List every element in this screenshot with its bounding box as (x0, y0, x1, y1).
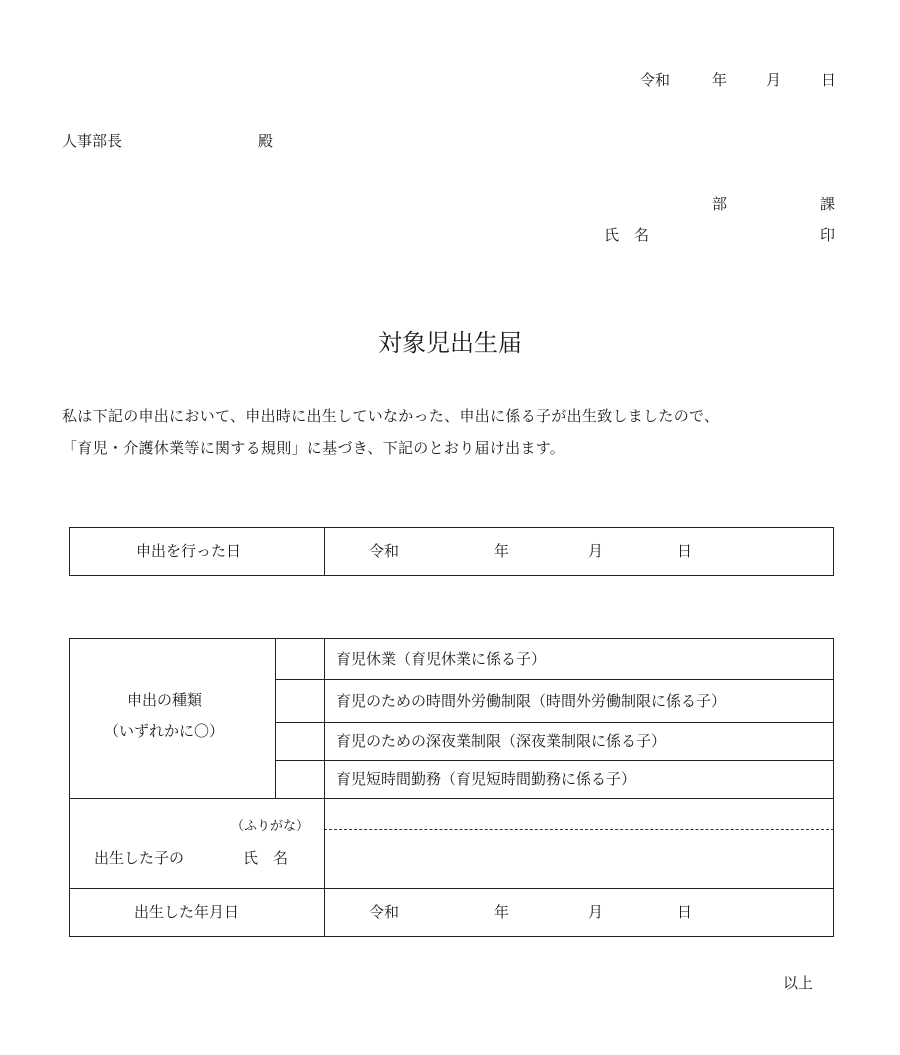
request-type-instruction: （いずれかに〇） (104, 722, 225, 740)
furigana-input[interactable] (325, 799, 833, 829)
date-era: 令和 (640, 71, 671, 89)
addressee-honorific: 殿 (258, 132, 274, 150)
application-date-month: 月 (588, 542, 604, 560)
date-month: 月 (766, 71, 782, 89)
option-checkbox-2[interactable] (276, 680, 324, 722)
birth-date-year: 年 (494, 903, 510, 921)
body-line-1: 私は下記の申出において、申出時に出生していなかった、申出に係る子が出生致しましたので、 (62, 407, 720, 425)
option-label-3: 育児のための深夜業制限（深夜業制限に係る子） (336, 732, 667, 750)
date-year: 年 (712, 71, 728, 89)
application-date-era: 令和 (369, 542, 400, 560)
application-date-day: 日 (677, 542, 693, 560)
applicant-department: 部 (712, 195, 728, 213)
birth-date-era: 令和 (369, 903, 400, 921)
applicant-seal: 印 (820, 226, 836, 244)
closing-text: 以上 (783, 974, 814, 992)
date-day: 日 (821, 71, 837, 89)
child-label: 出生した子の (94, 849, 185, 867)
birth-date-day: 日 (677, 903, 693, 921)
document-title: 対象児出生届 (378, 329, 522, 357)
option-checkbox-4[interactable] (276, 761, 324, 798)
option-checkbox-1[interactable] (276, 639, 324, 679)
request-type-label: 申出の種類 (127, 691, 203, 709)
birth-date-month: 月 (588, 903, 604, 921)
addressee-title: 人事部長 (62, 132, 123, 150)
child-name-label: 氏 名 (243, 849, 289, 867)
applicant-name-label: 氏 名 (604, 226, 650, 244)
application-date-year: 年 (494, 542, 510, 560)
furigana-label: （ふりがな） (231, 819, 310, 834)
option-checkbox-3[interactable] (276, 723, 324, 760)
body-line-2: 「育児・介護休業等に関する規則」に基づき、下記のとおり届け出ます。 (62, 439, 566, 457)
birth-date-label: 出生した年月日 (134, 903, 240, 921)
option-label-2: 育児のための時間外労働制限（時間外労働制限に係る子） (336, 692, 727, 710)
applicant-section: 課 (820, 195, 836, 213)
option-label-4: 育児短時間勤務（育児短時間勤務に係る子） (336, 770, 637, 788)
application-date-label: 申出を行った日 (136, 542, 242, 560)
option-label-1: 育児休業（育児休業に係る子） (336, 650, 547, 668)
child-name-input[interactable] (325, 830, 833, 887)
